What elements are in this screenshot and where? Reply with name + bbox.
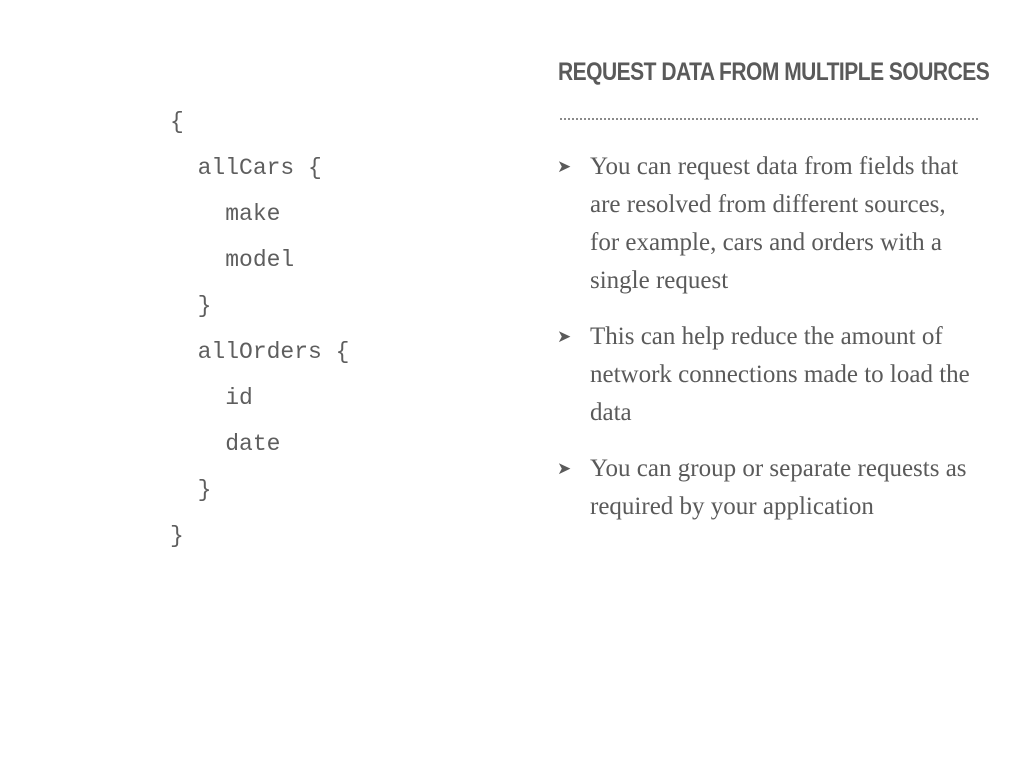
code-line: { — [170, 109, 184, 135]
code-line: } — [170, 477, 212, 503]
bullet-text: This can help reduce the amount of network connections made to load the data — [590, 323, 970, 426]
bullet-item — [557, 148, 977, 300]
title-divider — [560, 118, 978, 120]
arrowhead-bullet-icon: ➤ — [557, 327, 572, 347]
bullet-text: You can request data from fields that are resolved from different sources, for example, cars and orders with a single request — [590, 153, 959, 294]
bullet-item — [557, 318, 977, 432]
arrowhead-bullet-icon: ➤ — [557, 157, 572, 177]
code-line: allOrders { — [170, 339, 350, 365]
bullet-text: You can group or separate requests as required by your application — [590, 455, 967, 520]
code-line: allCars { — [170, 155, 322, 181]
code-line: model — [170, 247, 295, 273]
bullet-list — [557, 148, 977, 544]
code-line: make — [170, 201, 281, 227]
arrowhead-bullet-icon: ➤ — [557, 459, 572, 479]
slide-title: REQUEST DATA FROM MULTIPLE SOURCES — [558, 58, 990, 86]
bullet-item — [557, 450, 977, 526]
code-line: } — [170, 523, 184, 549]
code-line: } — [170, 293, 212, 319]
code-sample — [170, 99, 349, 559]
code-line: id — [170, 385, 253, 411]
code-line: date — [170, 431, 281, 457]
